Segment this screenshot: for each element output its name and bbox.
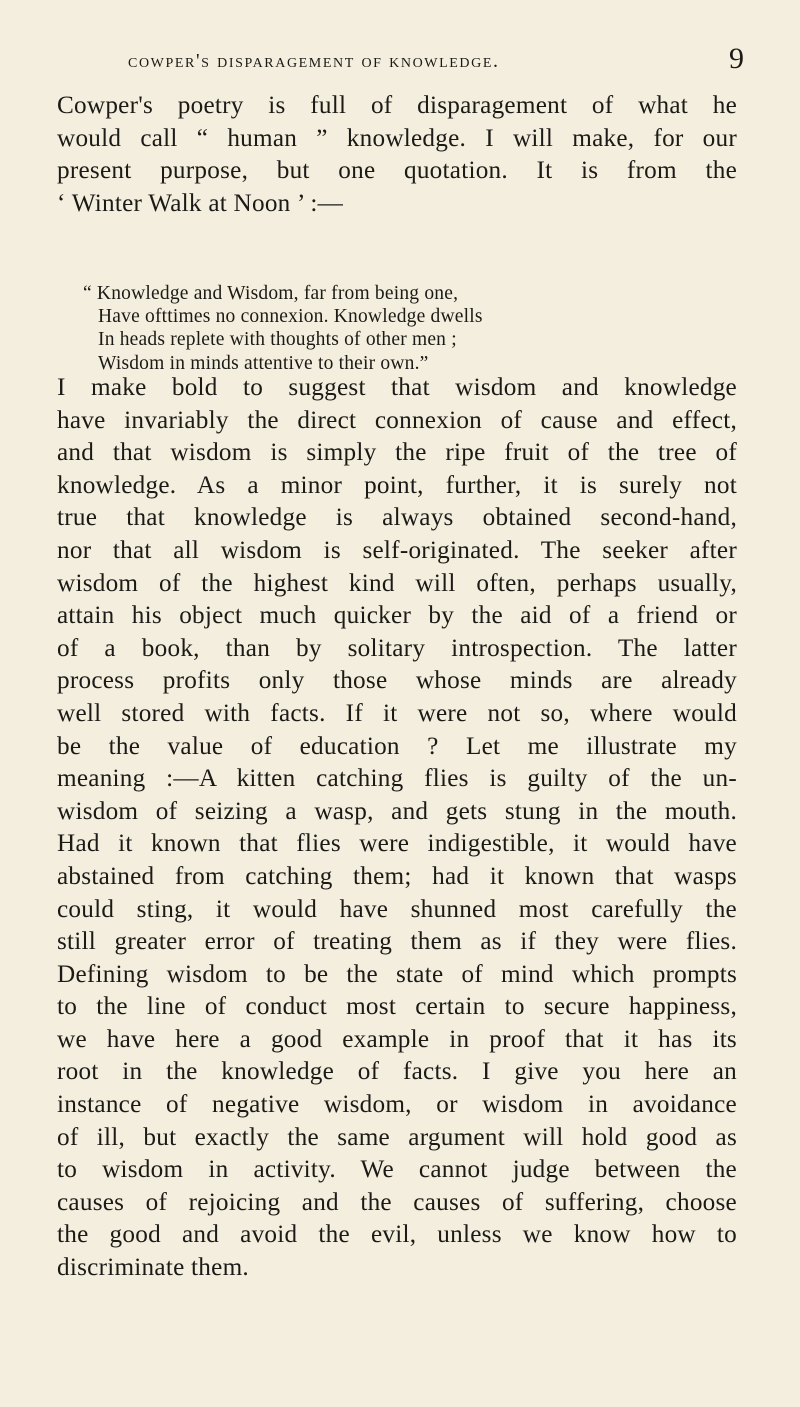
text-line: Cowper's poetry is full of disparagement of what he <box>57 92 737 119</box>
text-line: nor that all wisdom is self-originated. The seeker after <box>57 536 737 564</box>
running-title: cowper's disparagement of knowledge. <box>128 50 500 72</box>
verse-quotation <box>83 282 723 375</box>
text-line: true that knowledge is always obtained second-hand, <box>57 504 737 532</box>
text-line: Defining wisdom to be the state of mind which prompts <box>57 960 737 988</box>
text-line: knowledge. As a minor point, further, it is surely not <box>57 471 737 499</box>
text-line: process profits only those whose minds are already <box>57 667 737 695</box>
text-line: the good and avoid the evil, unless we know how to <box>57 1221 737 1249</box>
text-line: meaning :—A kitten catching flies is guilty of the un- <box>57 765 737 793</box>
verse-line: Have ofttimes no connexion. Knowledge dwells <box>98 306 483 328</box>
text-line: root in the knowledge of facts. I give you here an <box>57 1058 737 1086</box>
text-line: would call “ human ” knowledge. I will make, for our <box>57 124 737 152</box>
text-line: ‘ Winter Walk at Noon ’ :— <box>57 189 344 217</box>
text-line: wisdom of the highest kind will often, perhaps usually, <box>57 569 737 597</box>
verse-line: In heads replete with thoughts of other men ; <box>98 329 457 351</box>
text-line: abstained from catching them; had it known that wasps <box>57 862 737 890</box>
running-head <box>128 42 744 82</box>
text-line: of a book, than by solitary introspection. The latter <box>57 634 737 662</box>
text-line: discriminate them. <box>57 1254 249 1282</box>
text-line: causes of rejoicing and the causes of suffering, choose <box>57 1188 737 1216</box>
text-line: to wisdom in activity. We cannot judge between the <box>57 1156 737 1184</box>
text-line: still greater error of treating them as if they were flies. <box>57 928 737 956</box>
text-line: to the line of conduct most certain to secure happiness, <box>57 993 737 1021</box>
text-line: have invariably the direct connexion of cause and effect, <box>57 406 737 434</box>
verse-line: Wisdom in minds attentive to their own.” <box>98 352 429 374</box>
text-line: well stored with facts. If it were not so, where would <box>57 699 737 727</box>
text-line: present purpose, but one quotation. It is from the <box>57 157 737 185</box>
text-line: be the value of education ? Let me illustrate my <box>57 732 737 760</box>
text-line: and that wisdom is simply the ripe fruit of the tree of <box>57 439 737 467</box>
text-line: I make bold to suggest that wisdom and knowledge <box>57 374 737 401</box>
verse-line: “ Knowledge and Wisdom, far from being one, <box>83 283 459 304</box>
page-number: 9 <box>729 42 744 75</box>
text-line: could sting, it would have shunned most carefully the <box>57 895 737 923</box>
text-line: wisdom of seizing a wasp, and gets stung in the mouth. <box>57 797 737 825</box>
paragraph-intro <box>57 90 737 220</box>
text-line: of ill, but exactly the same argument will hold good as <box>57 1123 737 1151</box>
text-line: instance of negative wisdom, or wisdom in avoidance <box>57 1091 737 1119</box>
text-line: attain his object much quicker by the aid of a friend or <box>57 602 737 630</box>
text-line: Had it known that flies were indigestible, it would have <box>57 830 737 858</box>
text-line: we have here a good example in proof that it has its <box>57 1025 737 1053</box>
paragraph-argument <box>57 372 737 1285</box>
